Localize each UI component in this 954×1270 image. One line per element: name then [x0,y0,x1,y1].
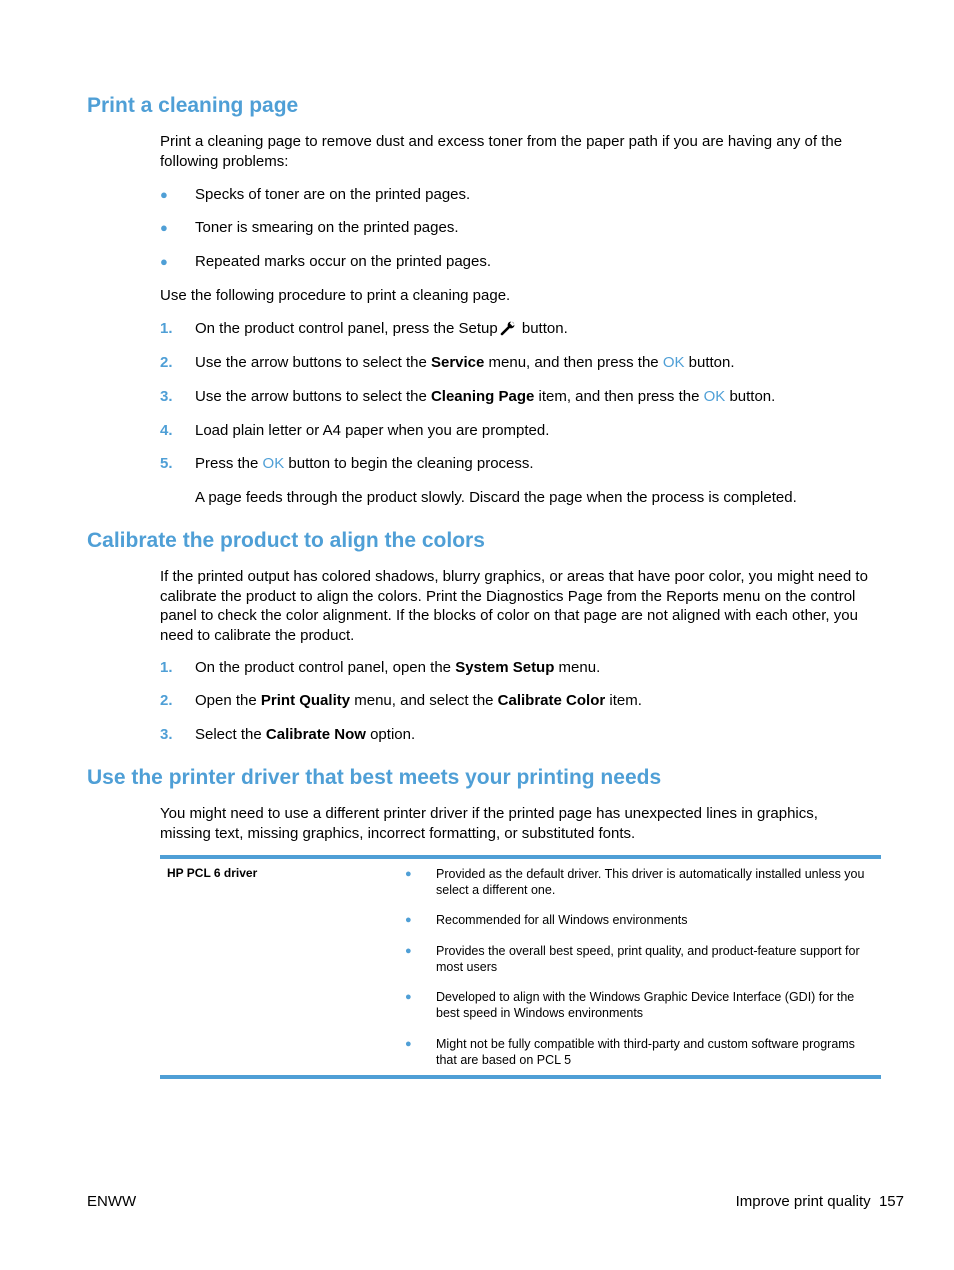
calibrate-intro: If the printed output has colored shadows, blurry graphics, or areas that have poor color, you might need to calibrate the product to align the colors. Print the Diagnostics Page from the Reports menu on the control panel to check the color alignment. If the blocks of color on that page are not aligned with each other, you need to calibrate the product. [160,568,868,644]
page-number: 157 [878,1193,904,1210]
step-note-text: A page feeds through the product slowly. Discard the page when the process is completed. [195,489,797,506]
step-number: 3. [160,388,173,405]
step-number: 4. [160,422,173,439]
heading-printer-driver: Use the printer driver that best meets your printing needs [87,766,662,789]
cleaning-intro: Print a cleaning page to remove dust and excess toner from the paper path if you are having any of the following problems: [160,133,843,170]
table-item-text: Provided as the default driver. This driver is automatically installed unless you select a different one. [436,867,865,897]
heading-print-cleaning-page: Print a cleaning page [87,94,299,117]
bullet-icon: ● [160,254,168,269]
bullet-icon: ● [405,914,412,926]
step-text: On the product control panel, press the Setup button. [195,320,568,337]
list-item-text: Repeated marks occur on the printed pages. [195,253,492,270]
list-item-text: Toner is smearing on the printed pages. [195,219,459,236]
step-text: Open the Print Quality menu, and select the Calibrate Color item. [195,692,642,709]
step-text: Load plain letter or A4 paper when you are prompted. [195,422,550,439]
ok-button-ref: OK [262,455,285,472]
table-item-text: Provides the overall best speed, print quality, and product-feature support for most users [436,944,860,974]
list-item-text: Specks of toner are on the printed pages. [195,186,471,203]
bullet-icon: ● [405,1038,412,1050]
footer-section-title: Improve print quality [735,1193,871,1210]
ok-button-ref: OK [662,354,685,371]
bullet-icon: ● [160,187,168,202]
table-item-text: Might not be fully compatible with third-party and custom software programs that are based on PCL 5 [436,1037,855,1067]
step-number: 1. [160,320,173,337]
table-item-text: Recommended for all Windows environments [436,913,688,927]
step-number: 2. [160,354,173,371]
step-number: 1. [160,659,173,676]
step-text: On the product control panel, open the System Setup menu. [195,659,601,676]
step-number: 3. [160,726,173,743]
heading-calibrate: Calibrate the product to align the colors [87,529,485,552]
footer-right [736,1193,904,1210]
footer-left: ENWW [87,1193,137,1210]
procedure-intro: Use the following procedure to print a cleaning page. [160,287,511,304]
step-number: 5. [160,455,173,472]
bullet-icon: ● [405,945,412,957]
step-text: Select the Calibrate Now option. [195,726,416,743]
bullet-icon: ● [405,868,412,880]
step-text: Use the arrow buttons to select the Cleaning Page item, and then press the OK button. [195,388,776,405]
table-item-text: Developed to align with the Windows Graphic Device Interface (GDI) for the best speed in Windows environments [436,990,855,1020]
table-row-label: HP PCL 6 driver [167,866,258,880]
bullet-icon: ● [405,991,412,1003]
step-text: Press the OK button to begin the cleaning process. [195,455,534,472]
step-number: 2. [160,692,173,709]
ok-button-ref: OK [703,388,726,405]
wrench-icon [500,320,516,336]
bullet-icon: ● [160,220,168,235]
step-text: Use the arrow buttons to select the Service menu, and then press the OK button. [195,354,735,371]
driver-intro: You might need to use a different printer driver if the printed page has unexpected lines in graphics, missing text, missing graphics, incorrect formatting, or substituted fonts. [160,805,818,842]
table-top-rule [160,855,881,859]
table-bottom-rule [160,1075,881,1079]
